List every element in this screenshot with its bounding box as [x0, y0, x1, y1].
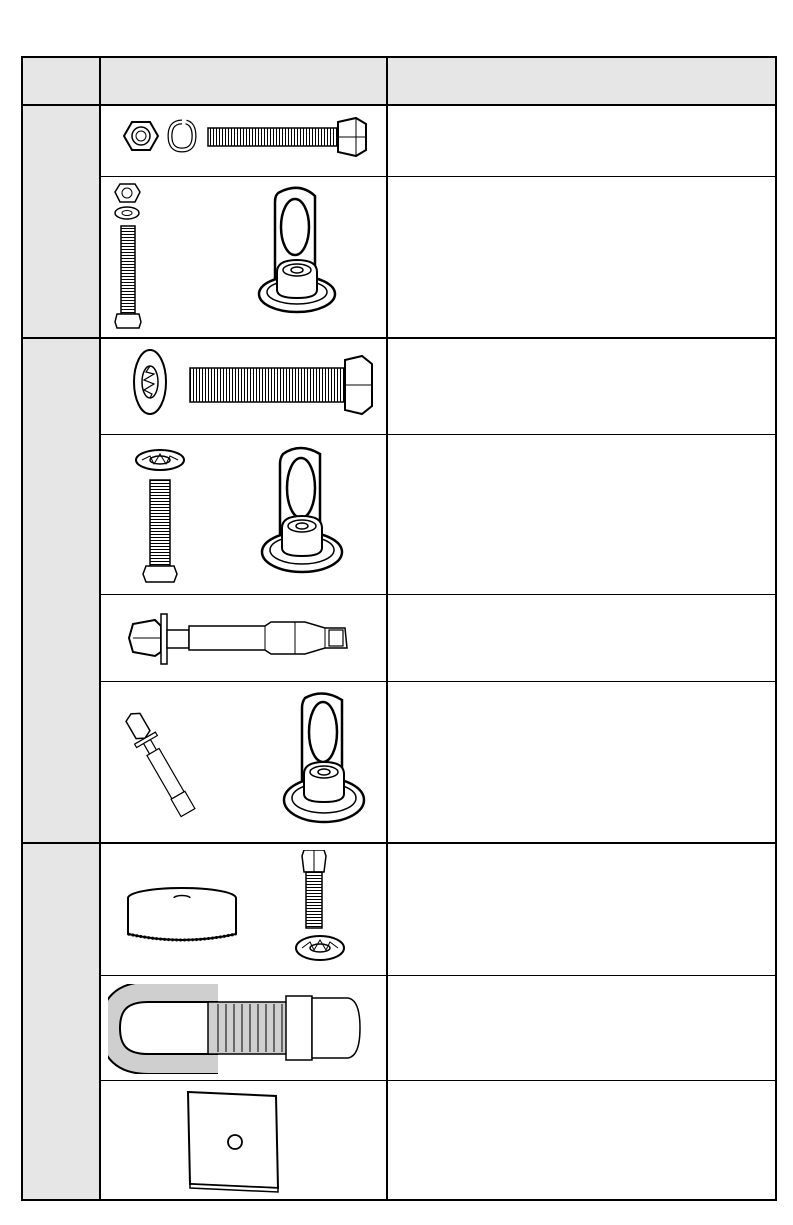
- group-band-1: [22, 105, 100, 338]
- sleeve-anchor-bolt-icon: [125, 606, 355, 668]
- table-border-right: [775, 56, 777, 1201]
- anchor-bolt-with-swivel-lifting-eye-icon: [120, 688, 380, 836]
- group-divider-2: [22, 842, 777, 844]
- header-cell-2: [100, 57, 387, 105]
- bolt-assembly-with-swivel-lifting-eye-icon: [105, 182, 385, 332]
- row-divider-2: [100, 434, 777, 435]
- table-border-left: [21, 56, 23, 1201]
- table-border-top: [22, 56, 777, 58]
- col-divider-2: [386, 56, 388, 1201]
- row-divider-1: [100, 176, 777, 177]
- star-washer-and-bolt-icon: [120, 344, 380, 424]
- row-divider-5: [100, 975, 777, 976]
- bolt-with-star-washer-and-swivel-lifting-eye-icon: [120, 440, 380, 590]
- col-divider-1: [99, 56, 101, 1201]
- round-base-bolt-and-star-washer-icon: [120, 850, 380, 970]
- group-band-2: [22, 338, 100, 843]
- group-band-3: [22, 843, 100, 1200]
- table-border-bottom: [21, 1199, 777, 1201]
- header-cell-3: [387, 57, 776, 105]
- bolt-nut-lockwasher-icon: [110, 110, 380, 170]
- row-divider-3: [100, 594, 777, 595]
- square-mounting-plate-icon: [180, 1088, 290, 1196]
- row-divider-6: [100, 1080, 777, 1081]
- shackle-with-threaded-collar-icon: [108, 984, 368, 1074]
- group-divider-1: [22, 337, 777, 339]
- header-divider: [22, 104, 777, 106]
- row-divider-4: [100, 681, 777, 682]
